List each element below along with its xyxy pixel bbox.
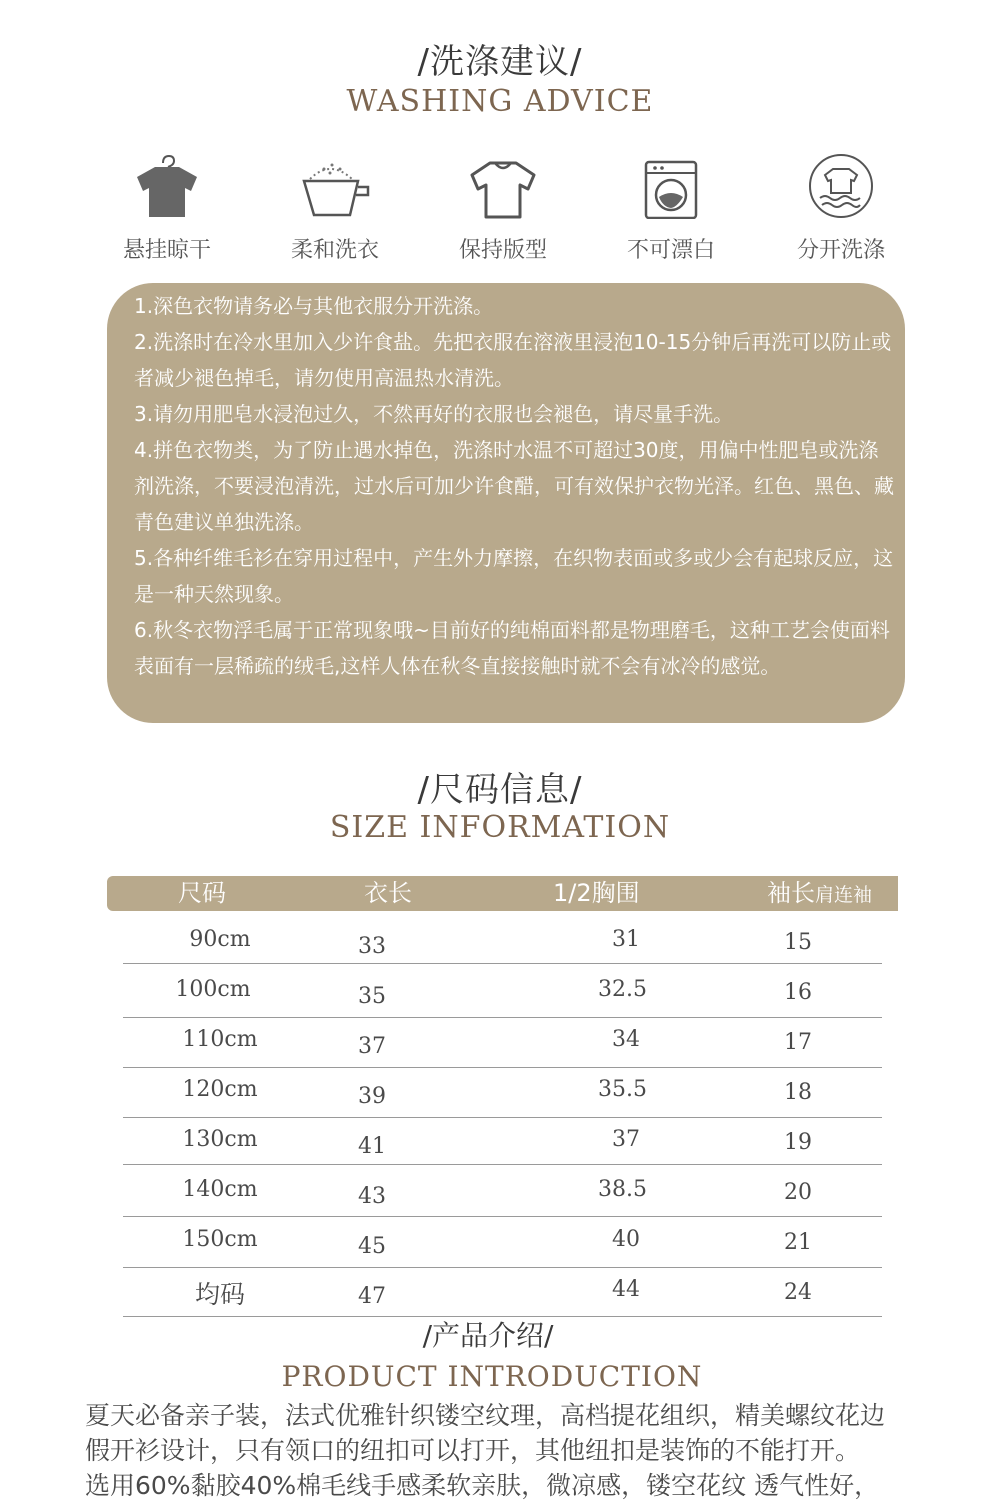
- washing-tip: 4.拼色衣物类，为了防止遇水掉色，洗涤时水温不可超过30度，用偏中性肥皂或洗涤剂洗涤，不要浸泡清洗，过水后可加少许食醋，可有效保护衣物光泽。红色、黑色、藏青色建议单独洗涤。: [134, 438, 894, 534]
- size-title-en: SIZE INFORMATION: [329, 810, 671, 845]
- header-sleeve-note: 肩连袖: [815, 884, 873, 906]
- care-item-shape: [428, 153, 578, 264]
- cell-chest: 44: [612, 1277, 640, 1302]
- row-divider: [123, 1067, 882, 1068]
- washing-tip: 1.深色衣物请务必与其他衣服分开洗涤。: [134, 294, 494, 318]
- washing-tips-list: [134, 288, 894, 684]
- cell-sleeve: 20: [784, 1180, 812, 1205]
- size-title-cn: /尺码信息/: [417, 770, 583, 810]
- product-desc-line: 选用60%黏胶40%棉毛线手感柔软亲肤，微凉感，镂空花纹 透气性好，: [85, 1471, 880, 1500]
- row-divider: [123, 963, 882, 964]
- washing-tip: 2.洗涤时在冷水里加入少许食盐。先把衣服在溶液里浸泡10-15分钟后再洗可以防止或者减少褪色掉毛，请勿使用高温热水清洗。: [134, 330, 892, 390]
- product-desc-line: 夏天必备亲子装，法式优雅针织镂空纹理，高档提花组织，精美螺纹花边: [85, 1401, 886, 1430]
- care-label-shape: 保持版型: [458, 238, 547, 263]
- cell-size: 130cm: [182, 1127, 258, 1152]
- row-divider: [123, 1216, 882, 1217]
- row-divider: [123, 1017, 882, 1018]
- gentle-wash-icon: [300, 153, 370, 219]
- care-item-gentle: [260, 153, 410, 264]
- washing-tip: 6.秋冬衣物浮毛属于正常现象哦~目前好的纯棉面料都是物理磨毛，这种工艺会使面料表面有一层稀疏的绒毛,这样人体在秋冬直接接触时就不会有冰冷的感觉。: [134, 618, 890, 678]
- product-title-cn: /产品介绍/: [422, 1319, 554, 1352]
- hanging-shirt-icon: [135, 153, 199, 219]
- care-item-hanging: [92, 153, 242, 264]
- cell-length: 37: [358, 1034, 386, 1059]
- product-title-en: PRODUCT INTRODUCTION: [281, 1360, 703, 1393]
- care-label-separate: 分开洗涤: [796, 238, 885, 263]
- shirt-outline-icon: [468, 153, 538, 219]
- cell-sleeve: 21: [784, 1230, 812, 1255]
- row-divider: [123, 1117, 882, 1118]
- cell-length: 41: [358, 1134, 386, 1159]
- cell-length: 45: [358, 1234, 386, 1259]
- header-sleeve: [767, 876, 872, 911]
- cell-sleeve: 15: [784, 930, 812, 955]
- cell-sleeve: 24: [784, 1280, 812, 1305]
- row-divider: [123, 1267, 882, 1268]
- care-item-bleach: [596, 153, 746, 264]
- care-label-hanging: 悬挂晾干: [122, 238, 211, 263]
- cell-size: 110cm: [182, 1027, 258, 1052]
- header-sleeve-label: 袖长: [767, 879, 815, 907]
- header-size: 尺码: [178, 879, 226, 907]
- washing-tip: 3.请勿用肥皂水浸泡过久，不然再好的衣服也会褪色，请尽量手洗。: [134, 402, 734, 426]
- cell-sleeve: 17: [784, 1030, 812, 1055]
- care-label-gentle: 柔和洗衣: [290, 238, 379, 263]
- cell-length: 35: [358, 984, 386, 1009]
- header-chest: 1/2胸围: [553, 879, 640, 907]
- cell-length: 39: [358, 1084, 386, 1109]
- care-label-bleach: 不可漂白: [626, 238, 715, 263]
- cell-chest: 38.5: [598, 1177, 647, 1202]
- cell-size: 均码: [194, 1280, 245, 1309]
- row-divider: [123, 1164, 882, 1165]
- washing-title-cn: /洗涤建议/: [417, 42, 583, 82]
- product-desc-line: 假开衫设计，只有领口的纽扣可以打开，其他纽扣是装饰的不能打开。: [85, 1436, 861, 1465]
- cell-chest: 34: [612, 1027, 640, 1052]
- washing-title-en: WASHING ADVICE: [346, 84, 654, 119]
- cell-chest: 31: [612, 927, 640, 952]
- cell-length: 43: [358, 1184, 386, 1209]
- washing-tip: 5.各种纤维毛衫在穿用过程中，产生外力摩擦，在织物表面或多或少会有起球反应，这是一种天然现象。: [134, 546, 894, 606]
- cell-chest: 35.5: [598, 1077, 647, 1102]
- cell-size: 90cm: [189, 927, 251, 952]
- washing-machine-icon: [643, 153, 699, 219]
- cell-chest: 32.5: [598, 977, 647, 1002]
- cell-size: 150cm: [182, 1227, 258, 1252]
- cell-length: 47: [358, 1284, 386, 1309]
- cell-sleeve: 18: [784, 1080, 812, 1105]
- cell-length: 33: [358, 934, 386, 959]
- cell-sleeve: 19: [784, 1130, 812, 1155]
- care-item-separate: [766, 153, 916, 264]
- cell-size: 140cm: [182, 1177, 258, 1202]
- cell-size: 120cm: [182, 1077, 258, 1102]
- cell-size: 100cm: [175, 977, 251, 1002]
- header-length: 衣长: [364, 879, 412, 907]
- cell-sleeve: 16: [784, 980, 812, 1005]
- cell-chest: 40: [612, 1227, 640, 1252]
- separate-wash-icon: [808, 153, 874, 219]
- cell-chest: 37: [612, 1127, 640, 1152]
